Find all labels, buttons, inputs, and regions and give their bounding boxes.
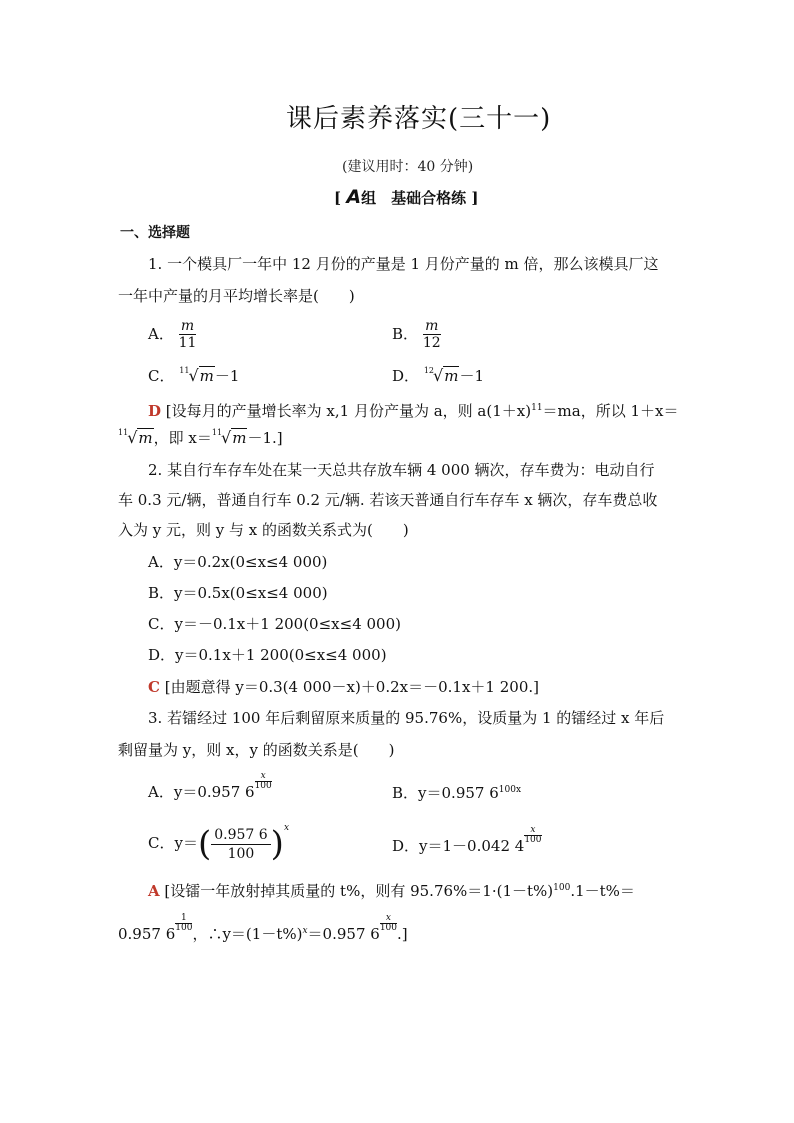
exponent: x xyxy=(302,926,308,936)
option-label: A． xyxy=(148,325,174,343)
radical: $^{11}$√m xyxy=(211,428,247,447)
radical-index: 11 xyxy=(211,428,223,437)
exponent-fraction xyxy=(524,826,541,845)
q2-explanation xyxy=(148,677,539,697)
numerator: x xyxy=(255,772,272,782)
denominator: 100 xyxy=(227,845,255,862)
option-tail: －1 xyxy=(214,367,240,385)
q3-option-a xyxy=(148,772,272,802)
denominator: 100 xyxy=(254,781,272,791)
option-tail: －1 xyxy=(459,367,484,385)
q2-option-a: A．y＝0.2x(0≤x≤4 000) xyxy=(148,553,328,571)
q1-explanation-line1 xyxy=(148,398,679,421)
explanation-text: ，∴y＝(1－t%) xyxy=(192,925,303,943)
q3-option-d xyxy=(392,826,542,856)
bracket-open: [ xyxy=(334,189,342,207)
explanation-text: 0.957 6 xyxy=(118,925,176,943)
q2-stem-line3: 入为 y 元，则 y 与 x 的函数关系式为( ) xyxy=(118,521,409,539)
option-label: B． xyxy=(392,325,419,343)
radicand: m xyxy=(199,367,214,385)
q1-option-c xyxy=(148,366,239,389)
option-label: A． xyxy=(148,783,174,801)
numerator: 1 xyxy=(175,914,192,924)
exponent-fraction xyxy=(175,914,192,933)
radicand: m xyxy=(138,429,153,447)
q3-stem-line1: 3. 若镭经过 100 年后剩留原来质量的 95.76%，设质量为 1 的镭经过 x 年后 xyxy=(148,709,665,727)
radical-index: 12 xyxy=(423,366,434,375)
q1-option-a xyxy=(148,318,196,352)
denominator: 100 xyxy=(524,835,542,845)
q2-stem-line1: 2. 某自行车存车处在某一天总共存放车辆 4 000 辆次，存车费为：电动自行 xyxy=(148,461,655,479)
option-label: D． xyxy=(392,367,420,385)
explanation-text: .] xyxy=(397,925,408,943)
option-base: y＝0.957 6 xyxy=(173,783,255,801)
radical-index: 11 xyxy=(179,366,190,375)
explanation-text: ＝0.957 6 xyxy=(307,925,380,943)
numerator: m xyxy=(423,318,441,335)
fraction xyxy=(179,318,197,352)
fraction xyxy=(211,826,270,863)
explanation-text: －1.] xyxy=(247,429,283,447)
q3-stem-line2: 剩留量为 y，则 x，y 的函数关系是( ) xyxy=(118,741,395,759)
numerator: m xyxy=(179,318,197,335)
page-title: 课后素养落实(三十一) xyxy=(286,104,552,134)
explanation-text: [设每月的产量增长率为 x,1 月份产量为 a，则 a(1＋x) xyxy=(165,402,532,420)
option-label: D． xyxy=(392,837,420,855)
explanation-text: [设镭一年放射掉其质量的 t%，则有 95.76%＝1·(1－t%) xyxy=(164,882,554,900)
group-heading xyxy=(334,186,478,208)
q3-explanation-line2 xyxy=(118,914,408,944)
fraction xyxy=(423,318,441,352)
radical: $^{11}$√m xyxy=(179,366,214,385)
option-label: C． xyxy=(148,834,175,852)
section-heading: 一、选择题 xyxy=(120,225,190,241)
option-base: y＝0.957 6 xyxy=(418,784,499,802)
option-base: y＝ xyxy=(174,834,198,852)
denominator: 12 xyxy=(422,335,441,351)
q1-explanation-line2 xyxy=(118,428,283,451)
q1-option-d xyxy=(392,366,484,389)
exponent-fraction xyxy=(255,772,272,791)
group-label: 组 基础合格练 xyxy=(361,189,467,207)
radical: $^{12}$√m xyxy=(423,366,459,385)
exponent: 100 xyxy=(553,883,571,893)
q1-option-b xyxy=(392,318,441,352)
explanation-text: ＝ma，所以 1＋x＝ xyxy=(542,402,679,420)
option-base: y＝1－0.042 4 xyxy=(419,837,525,855)
denominator: 11 xyxy=(178,335,197,351)
bracket-close: ] xyxy=(471,189,479,207)
answer-letter: A xyxy=(148,882,160,900)
exponent-fraction xyxy=(380,914,397,933)
exponent: x xyxy=(283,823,290,833)
explanation-text: .1－t%＝ xyxy=(570,882,635,900)
denominator: 100 xyxy=(379,923,397,933)
q2-option-d: D．y＝0.1x＋1 200(0≤x≤4 000) xyxy=(148,646,387,664)
numerator: 0.957 6 xyxy=(211,826,270,845)
time-note: (建议用时：40 分钟) xyxy=(342,159,474,175)
group-letter: A xyxy=(346,186,362,208)
radical-index: 11 xyxy=(118,428,129,437)
option-label: C． xyxy=(148,367,175,385)
q1-stem-line2: 一年中产量的月平均增长率是( ) xyxy=(118,287,355,305)
q3-option-b xyxy=(392,780,521,803)
q2-stem-line2: 车 0.3 元/辆，普通自行车 0.2 元/辆. 若该天普通自行车存车 x 辆次，存车费总收 xyxy=(118,491,658,509)
exponent: 100x xyxy=(498,785,522,795)
answer-letter: D xyxy=(148,402,162,420)
radicand: m xyxy=(444,367,459,385)
q1-stem-line1: 1. 一个模具厂一年中 12 月份的产量是 1 月份产量的 m 倍，那么该模具厂这 xyxy=(148,255,659,273)
denominator: 100 xyxy=(175,923,193,933)
explanation-text: ，即 x＝ xyxy=(153,429,212,447)
q3-explanation-line1 xyxy=(148,878,635,901)
answer-letter: C xyxy=(148,678,160,696)
numerator: x xyxy=(524,826,541,836)
q3-option-c: C．y＝( $\frac{0.957 6}{100}$ )$^x$ xyxy=(148,823,290,864)
radical: $^{11}$√m xyxy=(118,428,153,447)
q2-option-b: B．y＝0.5x(0≤x≤4 000) xyxy=(148,584,328,602)
q2-option-c: C．y＝－0.1x＋1 200(0≤x≤4 000) xyxy=(148,615,401,633)
numerator: x xyxy=(380,914,397,924)
option-label: B． xyxy=(392,784,419,802)
radicand: m xyxy=(232,429,247,447)
explanation-text: [由题意得 y＝0.3(4 000－x)＋0.2x＝－0.1x＋1 200.] xyxy=(164,678,539,696)
exponent: 11 xyxy=(531,403,543,413)
